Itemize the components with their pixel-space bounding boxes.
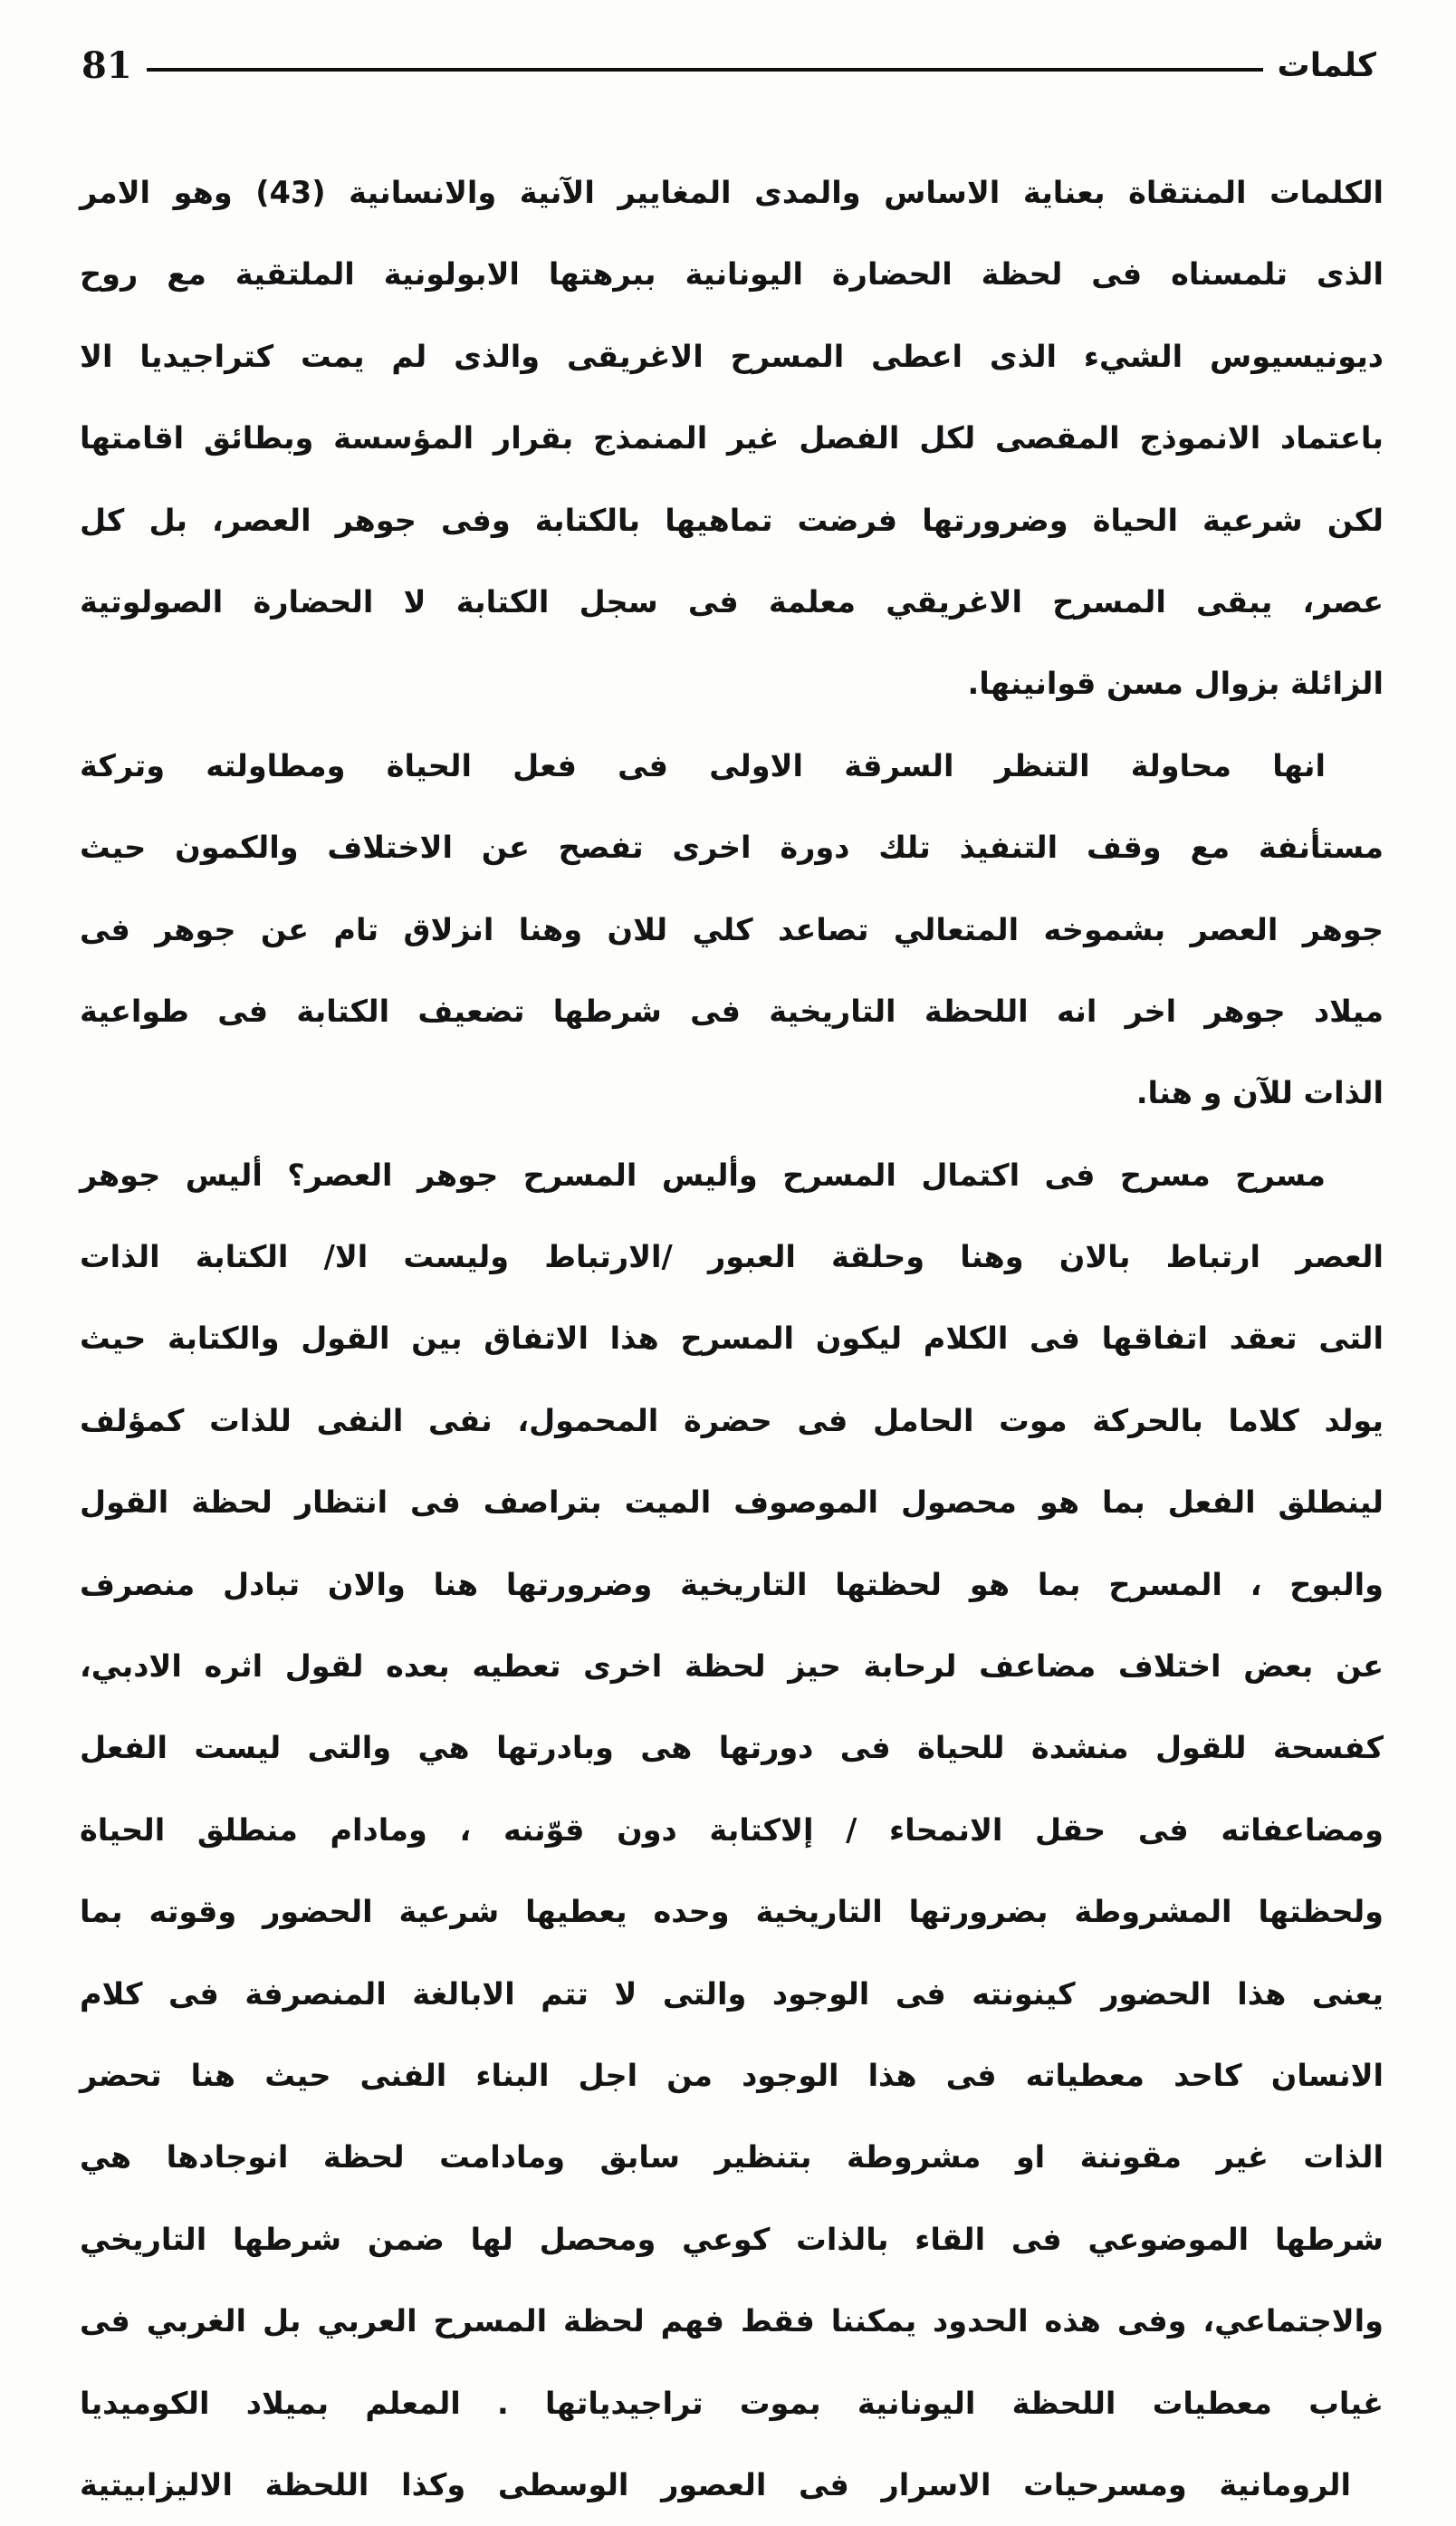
page-number: 81 — [81, 43, 132, 87]
text-line: عصر، يبقى المسرح الاغريقي معلمة فى سجل الكتابة لا الحضارة الصولوتية — [80, 583, 1384, 619]
text-line: الذى تلمسناه فى لحظة الحضارة اليونانية ببرهتها الابولونية الملتقية مع روح — [80, 256, 1384, 293]
text-line: الذات غير مقوننة او مشروطة بتنظير سابق ومادامت لحظة انوجادها هي — [80, 2139, 1384, 2175]
running-header — [81, 29, 1376, 101]
text-line: العصر ارتباط بالان وهنا وحلقة العبور /الارتباط وليست الا/ الكتابة الذات — [80, 1239, 1384, 1275]
text-line: كفسحة للقول منشدة للحياة فى دورتها هى وبادرتها هي والتى ليست الفعل — [80, 1730, 1384, 1766]
text-line: شرطها الموضوعي فى القاء بالذات كوعي ومحصل لها ضمن شرطها التاريخي — [80, 2221, 1384, 2257]
text-line: عن بعض اختلاف مضاعف لرحابة حيز لحظة اخرى تعطيه بعده لقول اثره الادبي، — [80, 1648, 1384, 1685]
text-line: والبوح ، المسرح بما هو لحظتها التاريخية وضرورتها هنا والان تبادل منصرف — [80, 1566, 1384, 1602]
text-line: لينطلق الفعل بما هو محصول الموصوف الميت بتراصف فى انتظار لحظة القول — [80, 1484, 1384, 1521]
text-line: انها محاولة التنظر السرقة الاولى فى فعل الحياة ومطاولته وتركة — [80, 747, 1326, 783]
text-line: الكلمات المنتقاة بعناية الاساس والمدى المغايير الآنية والانسانية (43) وهو الامر — [80, 175, 1384, 210]
text-line: غياب معطيات اللحظة اليونانية بموت تراجيدياتها . المعلم بميلاد الكوميديا — [80, 2385, 1384, 2421]
text-line: يولد كلاما بالحركة موت الحامل فى حضرة المحمول، نفى النفى للذات كمؤلف — [80, 1402, 1384, 1438]
text-line: ومضاعفاته فى حقل الانمحاء / إلاكتابة دون قوّننه ، ومادام منطلق الحياة — [80, 1811, 1384, 1848]
text-line: ولحظتها المشروطة بضرورتها التاريخية وحده يعطيها شرعية الحضور وقوته بما — [80, 1894, 1384, 1930]
text-line: الانسان كاحد معطياته فى هذا الوجود من اجل البناء الفنى حيث هنا تحضر — [80, 2057, 1384, 2093]
running-title: كلمات — [1277, 46, 1376, 84]
text-line: باعتماد الانموذج المقصى لكل الفصل غير المنمذج بقرار المؤسسة وبطائق اقامتها — [80, 420, 1384, 456]
text-line: لكن شرعية الحياة وضرورتها فرضت تماهيها بالكتابة وفى جوهر العصر، بل كل — [80, 502, 1384, 538]
text-line: مستأنفة مع وقف التنفيذ تلك دورة اخرى تفصح عن الاختلاف والكمون حيث — [80, 830, 1384, 866]
text-line: جوهر العصر بشموخه المتعالي تصاعد كلي للان وهنا انزلاق تام عن جوهر فى — [80, 911, 1384, 947]
text-line: ديونيسيوس الشيء الذى اعطى المسرح الاغريقى والذى لم يمت كتراجيديا الا — [80, 338, 1384, 374]
text-line: مسرح مسرح فى اكتمال المسرح وأليس المسرح جوهر العصر؟ أليس جوهر — [80, 1157, 1326, 1193]
header-rule — [147, 68, 1263, 72]
text-line: والاجتماعي، وفى هذه الحدود يمكننا فقط فهم لحظة المسرح العربي بل الغربي فى — [80, 2303, 1384, 2339]
body-text — [80, 152, 1384, 2526]
text-line: يعنى هذا الحضور كينونته فى الوجود والتى لا تتم الابالغة المنصرفة فى كلام — [80, 1975, 1384, 2012]
text-line: الرومانية ومسرحيات الاسرار فى العصور الوسطى وكذا اللحظة الاليزابيتية — [80, 2466, 1351, 2502]
text-line: ميلاد جوهر اخر انه اللحظة التاريخية فى شرطها تضعيف الكتابة فى طواعية — [80, 993, 1384, 1029]
text-line: الزائلة بزوال مسن قوانينها. — [967, 666, 1384, 702]
text-line: التى تعقد اتفاقها فى الكلام ليكون المسرح هذا الاتفاق بين القول والكتابة حيث — [80, 1321, 1384, 1357]
text-line: الذات للآن و هنا. — [1135, 1075, 1384, 1111]
